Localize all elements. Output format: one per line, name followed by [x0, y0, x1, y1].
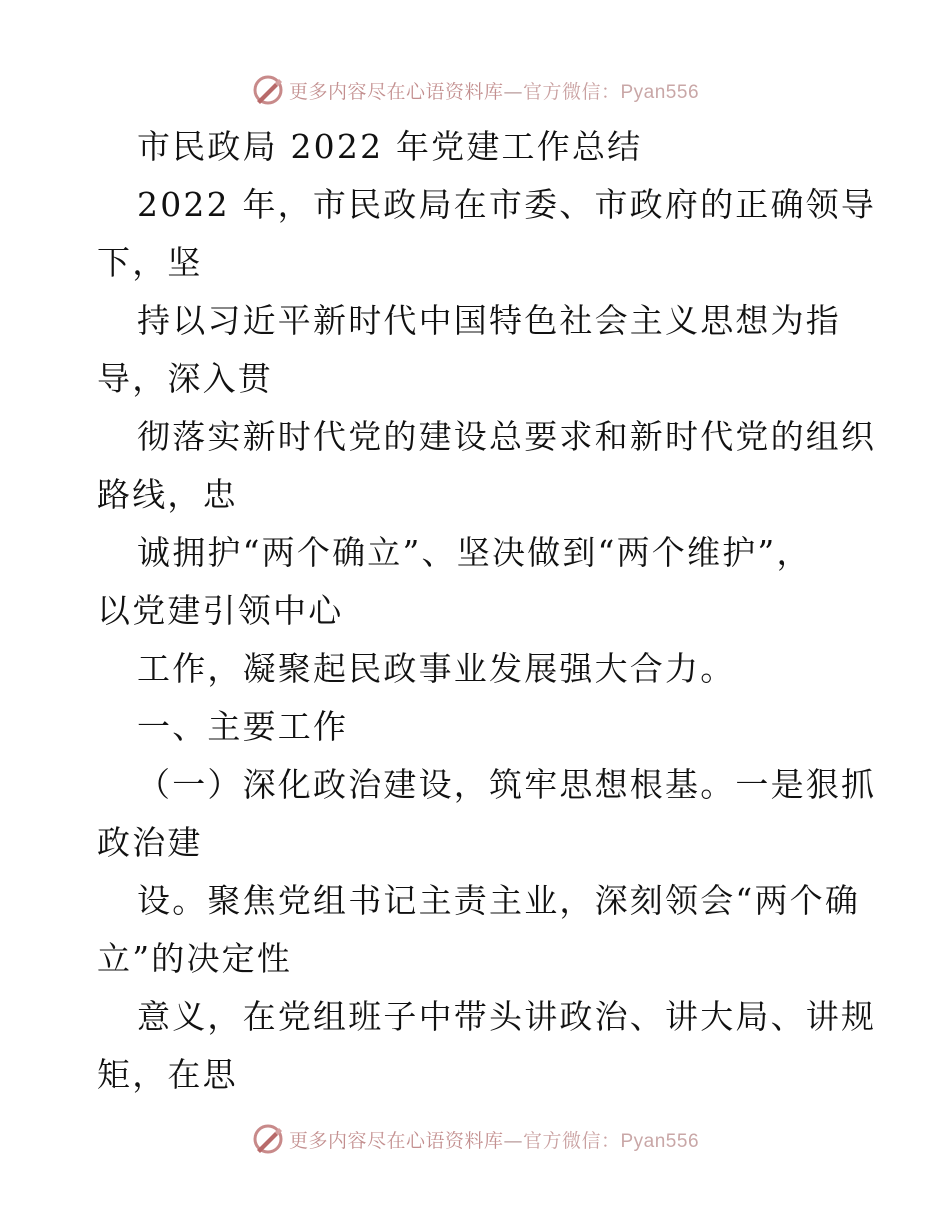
- watermark-banner-bottom: [0, 1119, 950, 1159]
- text-line: 以党建引领中心: [97, 591, 344, 630]
- text-line: 导，深入贯: [97, 359, 273, 398]
- section-heading: 一、主要工作: [137, 707, 349, 746]
- text-line: 持以习近平新时代中国特色社会主义思想为指: [137, 301, 841, 340]
- text-line: 意义，在党组班子中带头讲政治、讲大局、讲规: [137, 997, 877, 1036]
- pen-logo-icon: [251, 1122, 285, 1156]
- text-line: 下，坚: [97, 243, 203, 282]
- watermark-label: 官方微信：: [522, 80, 621, 103]
- watermark-banner-top: [0, 70, 950, 110]
- text-line: （一）深化政治建设，筑牢思想根基。一是狠抓: [137, 765, 877, 804]
- text-line: 设。聚焦党组书记主责主业，深刻领会“两个确: [137, 881, 861, 920]
- text-line: 工作，凝聚起民政事业发展强大合力。: [137, 649, 736, 688]
- watermark-id: Pyan556: [620, 1130, 700, 1152]
- watermark-separator: —: [503, 1129, 523, 1152]
- watermark-lead: 更多内容尽在心语资料库: [288, 1129, 504, 1152]
- watermark-label: 官方微信：: [522, 1129, 621, 1152]
- text-line: 矩，在思: [97, 1055, 238, 1094]
- text-line: 立”的决定性: [97, 939, 293, 978]
- text-line: 2022 年，市民政局在市委、市政府的正确领导: [137, 185, 877, 224]
- document-title: 市民政局 2022 年党建工作总结: [137, 127, 643, 166]
- watermark-id: Pyan556: [620, 81, 700, 103]
- text-line: 路线，忠: [97, 475, 238, 514]
- pen-logo-icon: [251, 73, 285, 107]
- text-line: 诚拥护“两个确立”、坚决做到“两个维护”，: [137, 533, 812, 572]
- text-line: 政治建: [97, 823, 203, 862]
- watermark-lead: 更多内容尽在心语资料库: [288, 80, 504, 103]
- document-body: [97, 118, 877, 1104]
- watermark-separator: —: [503, 80, 523, 103]
- text-line: 彻落实新时代党的建设总要求和新时代党的组织: [137, 417, 877, 456]
